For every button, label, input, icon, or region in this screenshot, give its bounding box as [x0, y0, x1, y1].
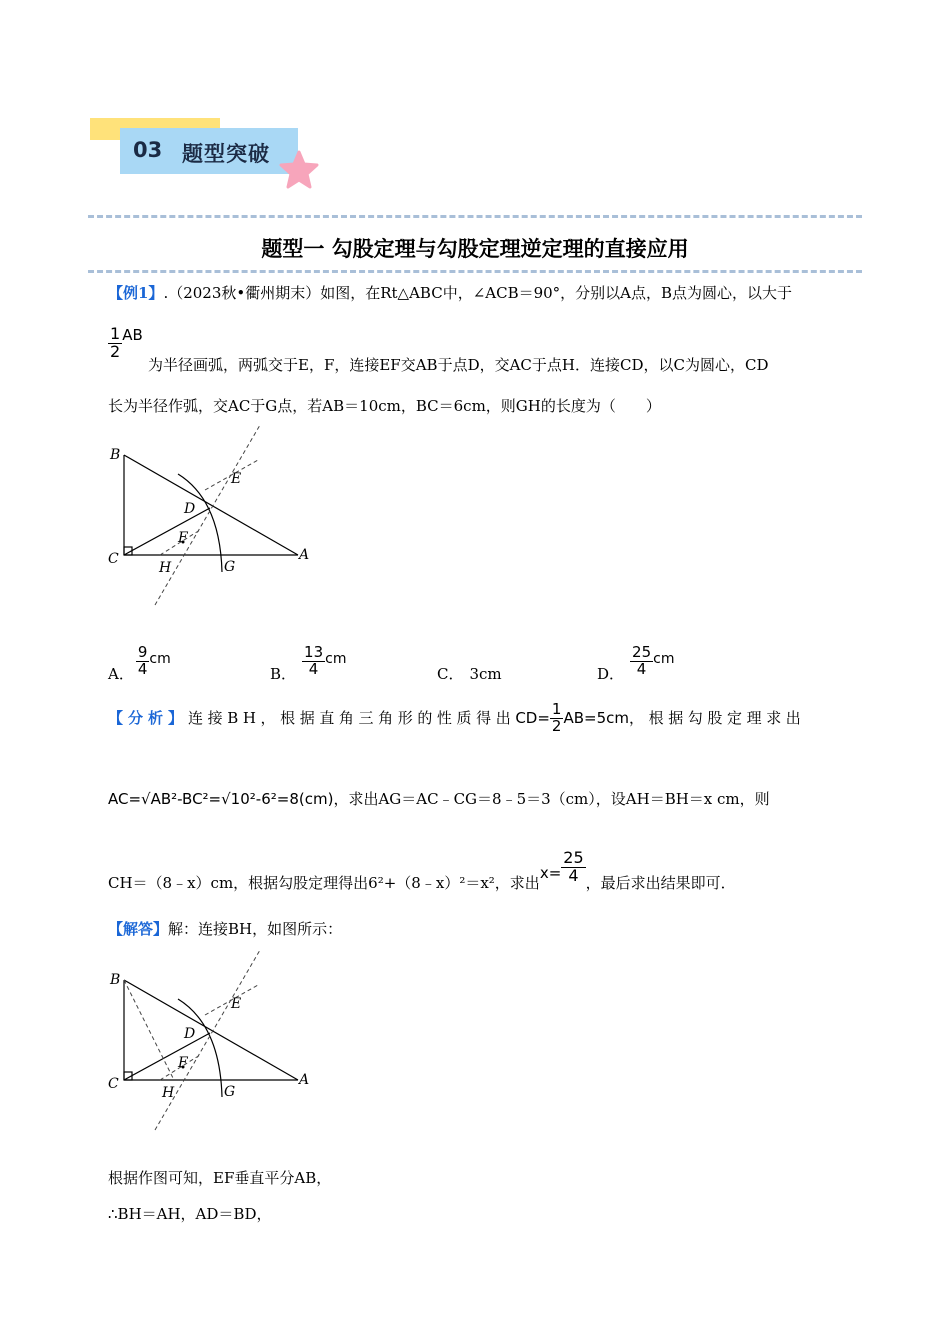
frac-suffix: AB — [122, 326, 143, 344]
example-fraction — [108, 326, 143, 361]
x-formula: x= $\frac{25}{4}$ — [539, 848, 584, 885]
label-a: A — [299, 547, 310, 563]
answer-line: 【解答】解：连接BH，如图所示： — [108, 920, 343, 938]
example-line-2: 为半径画弧，两弧交于E，F，连接EF交AB于点D，交AC于点H．连接CD，以C为圆心，CD — [148, 356, 769, 374]
analysis-line-2: AC=√AB²-BC²=√10²-6²=8(cm)，求出AG＝AC﹣CG＝8﹣5＝3（cm），设AH＝BH＝x cm，则 — [108, 790, 770, 808]
label-f: F — [178, 530, 188, 546]
example-line-3: 长为半径作弧，交AC于G点，若AB＝10cm，BC＝6cm，则GH的长度为（ ） — [108, 397, 661, 415]
analysis-line-1: 【分析】连接BH，根据直角三角形的性质得出CD= $\frac{1}{2}$ AB=5cm，根据勾股定理求出 — [108, 700, 806, 735]
example-line-1 — [108, 282, 792, 303]
divider-top — [88, 215, 862, 218]
star-icon — [278, 150, 320, 190]
option-a-label: A． — [108, 665, 134, 683]
label-e: E — [231, 471, 242, 487]
body-line-1: 根据作图可知，EF垂直平分AB， — [108, 1169, 332, 1187]
label-d: D — [184, 501, 196, 517]
label-c-2: C — [108, 1076, 119, 1092]
label-d-2: D — [184, 1026, 196, 1042]
option-b[interactable]: B． $\frac{13}{4}$ cm — [270, 643, 347, 683]
label-c: C — [108, 551, 119, 567]
divider-bottom — [88, 270, 862, 273]
label-g-2: G — [224, 1084, 236, 1100]
label-g: G — [224, 559, 236, 575]
example-source: .（2023秋•衢州期末）如图，在Rt△ABC中，∠ACB＝90°，分别以A点，B点为圆心，以大于 — [163, 284, 793, 302]
section-title: 题型突破 — [182, 142, 270, 166]
label-h: H — [159, 560, 172, 576]
body-line-2: ∴BH＝AH，AD＝BD， — [108, 1205, 272, 1223]
example-label: 【例1】 — [108, 284, 164, 302]
frac-numerator: 1 — [110, 324, 121, 343]
label-h-2: H — [162, 1085, 175, 1101]
option-a[interactable]: A． $\frac{9}{4}$ cm — [108, 643, 171, 683]
label-b-2: B — [110, 972, 121, 988]
geometry-figure-1 — [100, 420, 330, 610]
option-d-label: D． — [597, 665, 625, 683]
frac-denominator: 2 — [110, 341, 121, 361]
label-b: B — [110, 447, 121, 463]
label-f-2: F — [178, 1055, 188, 1071]
option-c-label: C． — [437, 665, 464, 683]
label-a-2: A — [299, 1072, 310, 1088]
geometry-figure-2 — [100, 945, 330, 1135]
analysis-line-3: CH＝（8﹣x）cm，根据勾股定理得出6²+（8﹣x）²＝x²，求出x= $\frac{25}{4}$ ，最后求出结果即可． — [108, 848, 736, 892]
option-d[interactable]: D． $\frac{25}{4}$ cm — [597, 643, 675, 683]
option-c[interactable]: C． 3cm — [437, 665, 502, 683]
heading: 题型一 勾股定理与勾股定理逆定理的直接应用 — [261, 236, 689, 261]
option-b-label: B． — [270, 665, 297, 683]
ac-formula: AC=√AB²-BC²=√10²-6²=8(cm) — [108, 790, 334, 808]
cd-formula: CD= $\frac{1}{2}$ AB=5cm — [515, 700, 629, 735]
answer-label: 【解答】 — [108, 920, 169, 938]
label-e-2: E — [231, 996, 242, 1012]
section-number: 03 — [133, 138, 163, 162]
analysis-label: 【分析】 — [108, 708, 189, 727]
